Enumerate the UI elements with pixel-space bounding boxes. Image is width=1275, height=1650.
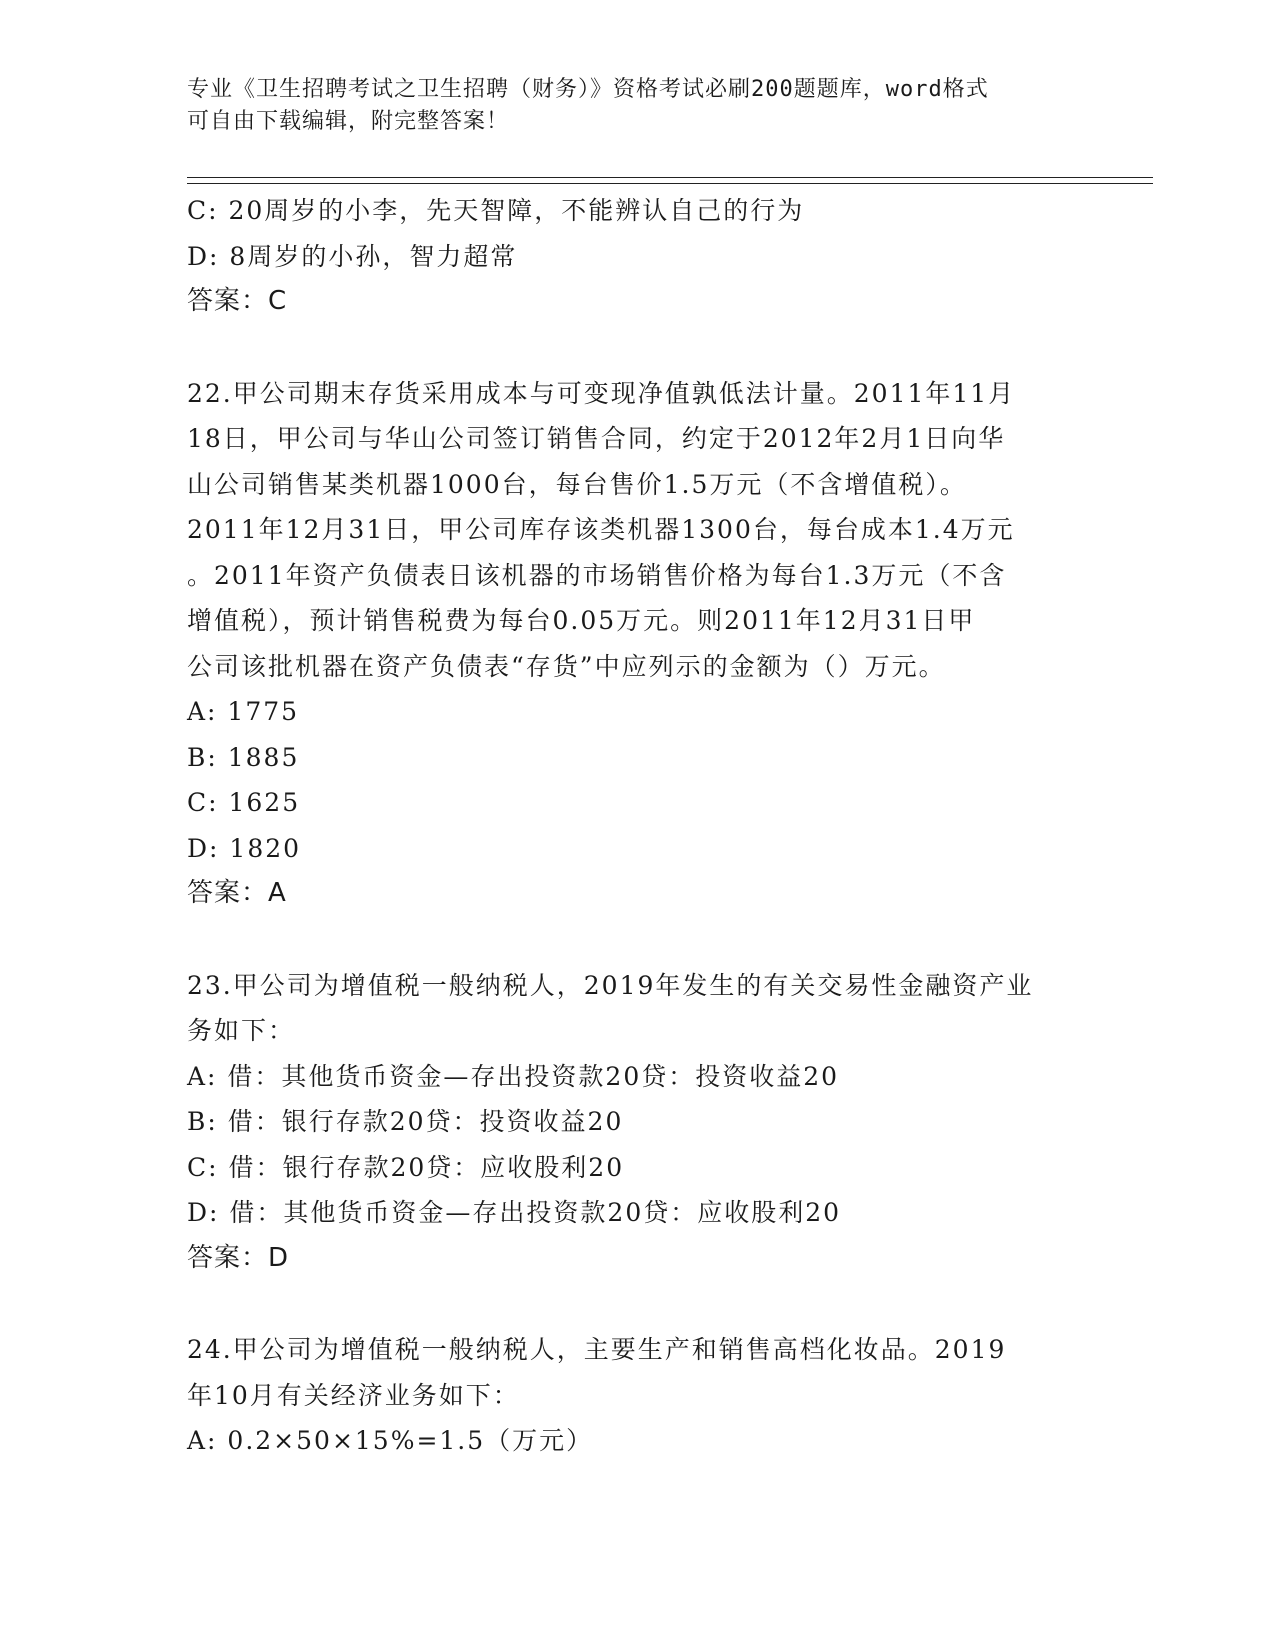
q22-stem-line: 山公司销售某类机器1000台，每台售价1.5万元（不含增值税）。 [187,469,967,499]
prev-option-c: C: 20周岁的小李，先天智障，不能辨认自己的行为 [187,196,805,225]
prev-answer: 答案：C [187,286,288,316]
header-line-1: 专业《卫生招聘考试之卫生招聘（财务）》资格考试必刷200题题库，word格式 [187,77,989,102]
q22-stem-line: 增值税），预计销售税费为每台0.05万元。则2011年12月31日甲 [187,606,976,635]
q22-stem-line: 18日，甲公司与华山公司签订销售合同，约定于2012年2月1日向华 [187,424,1006,453]
q24-stem-line: 24.甲公司为增值税一般纳税人，主要生产和销售高档化妆品。2019 [187,1335,1007,1364]
q22-stem-line: 2011年12月31日，甲公司库存该类机器1300台，每台成本1.4万元 [187,515,1015,544]
q24-option-a: A: 0.2×50×15%=1.5（万元） [187,1426,594,1455]
header-divider-bottom [187,183,1153,184]
header-line-2: 可自由下载编辑，附完整答案！ [187,109,510,134]
question-body [187,188,1087,1464]
q22-option-d: D: 1820 [187,833,302,863]
q22-option-c: C: 1625 [187,788,301,817]
q23-option-a: A: 借：其他货币资金—存出投资款20贷：投资收益20 [187,1061,840,1091]
question-22 [187,371,1087,917]
q23-option-d: D: 借：其他货币资金—存出投资款20贷：应收股利20 [187,1198,842,1227]
q22-option-b: B: 1885 [187,742,300,772]
q24-stem-line: 年10月有关经济业务如下： [187,1380,520,1410]
q22-stem-line: 22.甲公司期末存货采用成本与可变现净值孰低法计量。2011年11月 [187,378,1016,408]
prev-option-d: D: 8周岁的小孙，智力超常 [187,241,518,271]
q22-stem-line: 公司该批机器在资产负债表“存货”中应列示的金额为（）万元。 [187,651,946,681]
question-23 [187,963,1087,1282]
question-24 [187,1327,1087,1464]
header-divider-top [187,177,1153,178]
q23-stem-line: 务如下： [187,1016,296,1045]
q23-option-c: C: 借：银行存款20贷：应收股利20 [187,1152,625,1182]
q23-option-b: B: 借：银行存款20贷：投资收益20 [187,1107,624,1136]
q23-stem-line: 23.甲公司为增值税一般纳税人，2019年发生的有关交易性金融资产业 [187,970,1034,1000]
q23-answer: 答案：D [187,1242,290,1273]
q22-answer: 答案：A [187,878,287,908]
document-header [187,74,1067,138]
q22-option-a: A: 1775 [187,697,300,726]
q22-stem-line: 。2011年资产负债表日该机器的市场销售价格为每台1.3万元（不含 [187,560,1007,590]
